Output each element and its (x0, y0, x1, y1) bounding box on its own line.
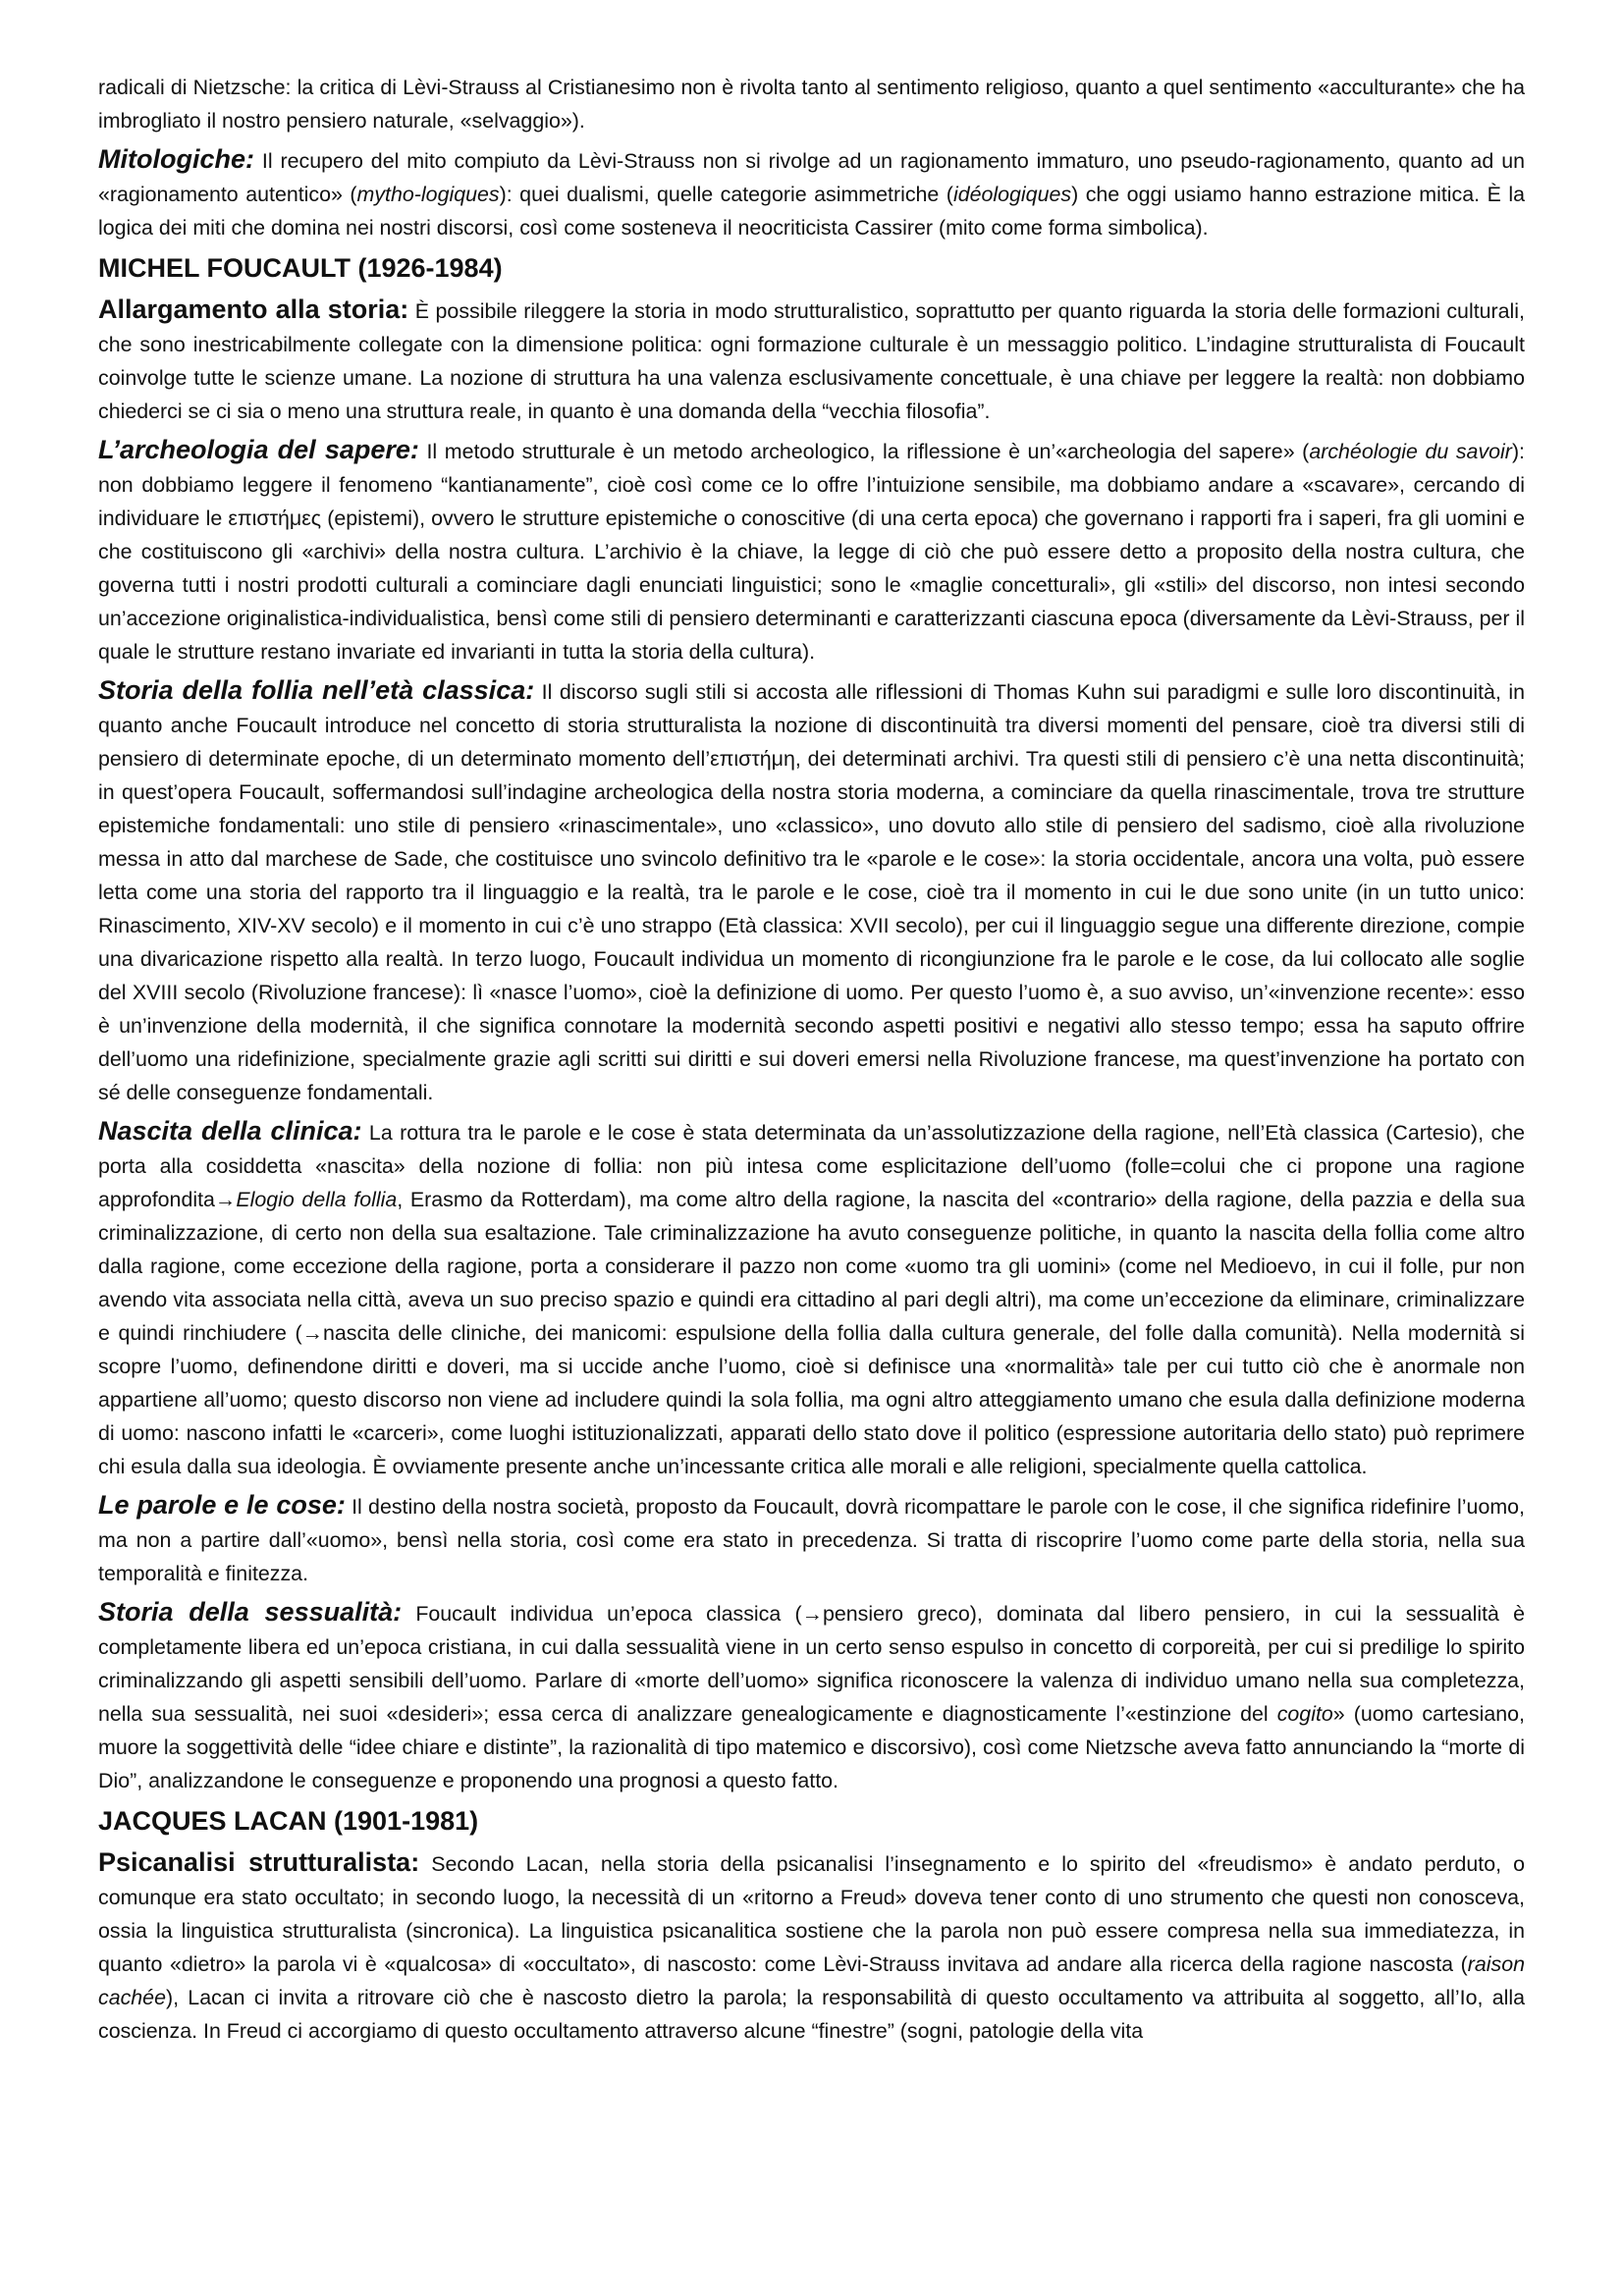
paragraph (98, 673, 1525, 1109)
paragraph-lead-title: Le parole e le cose: (98, 1490, 346, 1520)
paragraph-text: È possibile rileggere la storia in modo strutturalistico, soprattutto per quanto riguarda la storia delle formazioni culturali, che sono inestricabilmente collegate con la dimensione politica: ogni formazione culturale è un messaggio politico. L’indagine strutturalista di Foucault coinvolge tutte le scienze umane. La nozione di struttura ha una valenza esclusivamente concettuale, è una chiave per leggere la realtà: non dobbiamo chiederci se ci sia o meno una struttura reale, in quanto è una domanda della “vecchia filosofia”. (98, 299, 1526, 423)
paragraph (98, 293, 1525, 428)
italic-term: Elogio della follia (236, 1188, 398, 1211)
section-heading: MICHEL FOUCAULT (1926-1984) (98, 253, 503, 283)
paragraph-text: Il metodo strutturale è un metodo archeologico, la riflessione è un’«archeologia del sapere» ( (418, 440, 1310, 463)
paragraph-lead-title: Storia della follia nell’età classica: (98, 675, 535, 705)
paragraph (98, 1595, 1525, 1797)
paragraph-text: La rottura tra le parole e le cose è stata determinata da un’assolutizzazione della ragione, nell’Età classica (Cartesio), che porta alla cosiddetta «nascita» della nozione di follia: non più intesa come esplicitazione dell’uomo (folle=colui che ci propone una ragione approfondita→ (98, 1121, 1525, 1211)
section-heading: JACQUES LACAN (1901-1981) (98, 1806, 479, 1836)
paragraph-text: ), Lacan ci invita a ritrovare ciò che è nascosto dietro la parola; la responsabilità di questo occultamento va attribuita al soggetto, all’Io, alla coscienza. In Freud ci accorgiamo di questo occultamento attraverso alcune “finestre” (sogni, patologie della vita (98, 1986, 1525, 2043)
paragraph-text: Foucault individua un’epoca classica (→pensiero greco), dominata dal libero pensiero, in cui la sessualità è completamente libera ed un’epoca cristiana, in cui dalla sessualità viene in un certo senso espulso in concetto di corporeità, per cui si predilige lo spirito criminalizzando gli aspetti sensibili dell’uomo. Parlare di «morte dell’uomo» significa riconoscere la valenza di individuo umano nella sua completezza, nella sua sessualità, nei suoi «desideri»; essa cerca di analizzare genealogicamente e diagnosticamente l’«estinzione del (98, 1602, 1526, 1726)
paragraph-text: Secondo Lacan, nella storia della psicanalisi l’insegnamento e lo spirito del «freudismo» è andato perduto, o comunque era stato occultato; in secondo luogo, la necessità di un «ritorno a Freud» doveva tener conto di uno strumento che questi non conosceva, ossia la linguistica strutturalista (sincronica). La linguistica psicanalitica sostiene che la parola non può essere compresa nella sua immediatezza, in quanto «dietro» la parola vi è «qualcosa» di «occultato», di nascosto: come Lèvi-Strauss invitava ad andare alla ricerca della ragione nascosta ( (98, 1852, 1525, 1976)
paragraph (98, 433, 1525, 668)
paragraph-lead-title: Mitologiche: (98, 144, 254, 174)
paragraph-text: » (uomo cartesiano, muore la soggettività delle “idee chiare e distinte”, la razionalità di tipo matemico e discorsivo), così come Nietzsche aveva fatto annunciando la “morte di Dio”, analizzandone le conseguenze e proponendo una prognosi a questo fatto. (98, 1702, 1525, 1792)
paragraph-text: Il recupero del mito compiuto da Lèvi-Strauss non si rivolge ad un ragionamento immaturo, uno pseudo-ragionamento, quanto ad un «ragionamento autentico» ( (98, 149, 1525, 206)
paragraph-text: radicali di Nietzsche: la critica di Lèvi-Strauss al Cristianesimo non è rivolta tanto al sentimento religioso, quanto a quel sentimento «acculturante» che ha imbrogliato il nostro pensiero naturale, «selvaggio»). (98, 76, 1525, 133)
paragraph (98, 1845, 1525, 2048)
paragraph (98, 1114, 1525, 1483)
paragraph-lead-title: Psicanalisi strutturalista: (98, 1847, 420, 1877)
paragraph (98, 1488, 1525, 1590)
italic-term: cogito (1276, 1702, 1333, 1726)
paragraph-text: ) che oggi usiamo hanno estrazione mitica. È la logica dei miti che domina nei nostri discorsi, così come sosteneva il neocriticista Cassirer (mito come forma simbolica). (98, 183, 1525, 240)
paragraph (98, 142, 1525, 244)
paragraph-text: Il destino della nostra società, proposto da Foucault, dovrà ricompattare le parole con le cose, il che significa ridefinire l’uomo, ma non a partire dall’«uomo», bensì nella storia, così come era stato in precedenza. Si tratta di riscoprire l’uomo come parte della storia, nella sua temporalità e finitezza. (98, 1495, 1525, 1585)
paragraph-lead-title: L’archeologia del sapere: (98, 435, 419, 464)
paragraph-lead-title: Allargamento alla storia: (98, 294, 409, 324)
paragraph-text: ): non dobbiamo leggere il fenomeno “kantianamente”, cioè così come ce lo offre l’intuizione sensibile, ma dobbiamo andare a «scavare», cercando di individuare le επιστήμες (epistemi), ovvero le strutture epistemiche o conoscitive (di una certa epoca) che governano i rapporti fra i saperi, fra gli uomini e che costituiscono gli «archivi» della nostra cultura. L’archivio è la chiave, la legge di ciò che può essere detto a proposito della nostra cultura, che governa tutti i nostri prodotti culturali a cominciare dagli enunciati linguistici; sono le «maglie concetturali», gli «stili» del discorso, non intesi secondo un’accezione originalistica-individualistica, bensì come stili di pensiero determinanti e caratterizzanti ciascuna epoca (diversamente da Lèvi-Strauss, per il quale le strutture restano invariate ed invarianti in tutta la storia della cultura). (98, 440, 1526, 664)
italic-term: raison cachée (98, 1952, 1525, 2009)
paragraph-text: Il discorso sugli stili si accosta alle riflessioni di Thomas Kuhn sui paradigmi e sulle loro discontinuità, in quanto anche Foucault introduce nel concetto di storia strutturalista la nozione di discontinuità tra diversi momenti del pensare, cioè tra diversi stili di pensiero di determinate epoche, di un determinato momento dell’επιστήμη, dei determinati archivi. Tra questi stili di pensiero c’è una netta discontinuità; in quest’opera Foucault, soffermandosi sull’indagine archeologica della nostra storia moderna, a cominciare da quella rinascimentale, trova tre strutture epistemiche fondamentali: uno stile di pensiero «rinascimentale», uno «classico», uno dovuto allo stile di pensiero del sadismo, cioè alla rivoluzione messa in atto dal marchese de Sade, che costituisce uno svincolo definitivo tra le «parole e le cose»: la storia occidentale, ancora una volta, può essere letta come una storia del rapporto tra il linguaggio e la realtà, tra le parole e le cose, cioè tra il momento in cui le due sono unite (in un tutto unico: Rinascimento, XIV-XV secolo) e il momento in cui c’è uno strappo (Età classica: XVII secolo), per cui il linguaggio segue una differente direzione, compie una divaricazione rispetto alla realtà. In terzo luogo, Foucault individua un momento di ricongiunzione fra le parole e le cose, da lui collocato alle soglie del XVIII secolo (Rivoluzione francese): lì «nasce l’uomo», cioè la definizione di uomo. Per questo l’uomo è, a suo avviso, un’«invenzione recente»: esso è un’invenzione della modernità, il che significa connotare la modernità secondo aspetti positivi e negativi allo stesso tempo; essa ha saputo offrire dell’uomo una ridefinizione, specialmente grazie agli scritti sui diritti e sui doveri emersi nella Rivoluzione francese, ma quest’invenzione ha portato con sé delle conseguenze fondamentali. (98, 680, 1525, 1104)
paragraph-text: ): quei dualismi, quelle categorie asimmetriche ( (499, 183, 953, 206)
paragraph-lead-title: Nascita della clinica: (98, 1116, 362, 1146)
italic-term: mytho-logiques (356, 183, 500, 206)
italic-term: archéologie du savoir (1309, 440, 1512, 463)
paragraph (98, 71, 1525, 137)
document-page (98, 71, 1525, 2053)
paragraph-text: , Erasmo da Rotterdam), ma come altro della ragione, la nascita del «contrario» della ragione, della pazzia e della sua criminalizzazione, di certo non della sua esaltazione. Tale criminalizzazione ha avuto conseguenze politiche, in quanto la nascita della follia come altro dalla ragione, come eccezione della ragione, porta a considerare il pazzo non come «uomo tra gli uomini» (come nel Medioevo, in cui il folle, pur non avendo vita associata nella città, aveva un suo preciso spazio e quindi era cittadino al pari degli altri), ma come un’eccezione da eliminare, criminalizzare e quindi rinchiudere (→nascita delle cliniche, dei manicomi: espulsione della follia dalla cultura generale, del folle dalla comunità). Nella modernità si scopre l’uomo, definendone diritti e doveri, ma si uccide anche l’uomo, cioè si definisce una «normalità» tale per cui tutto ciò che è anormale non appartiene all’uomo; questo discorso non viene ad includere quindi la sola follia, ma ogni altro atteggiamento umano che esula dalla definizione moderna di uomo: nascono infatti le «carceri», come luoghi istituzionalizzati, apparati dello stato dove il politico (espressione autoritaria dello stato) può reprimere chi esula dalla sua ideologia. È ovviamente presente anche un’incessante critica alle morali e alle religioni, specialmente quella cattolica. (98, 1188, 1525, 1478)
italic-term: idéologiques (952, 183, 1072, 206)
paragraph-lead-title: Storia della sessualità: (98, 1597, 403, 1627)
